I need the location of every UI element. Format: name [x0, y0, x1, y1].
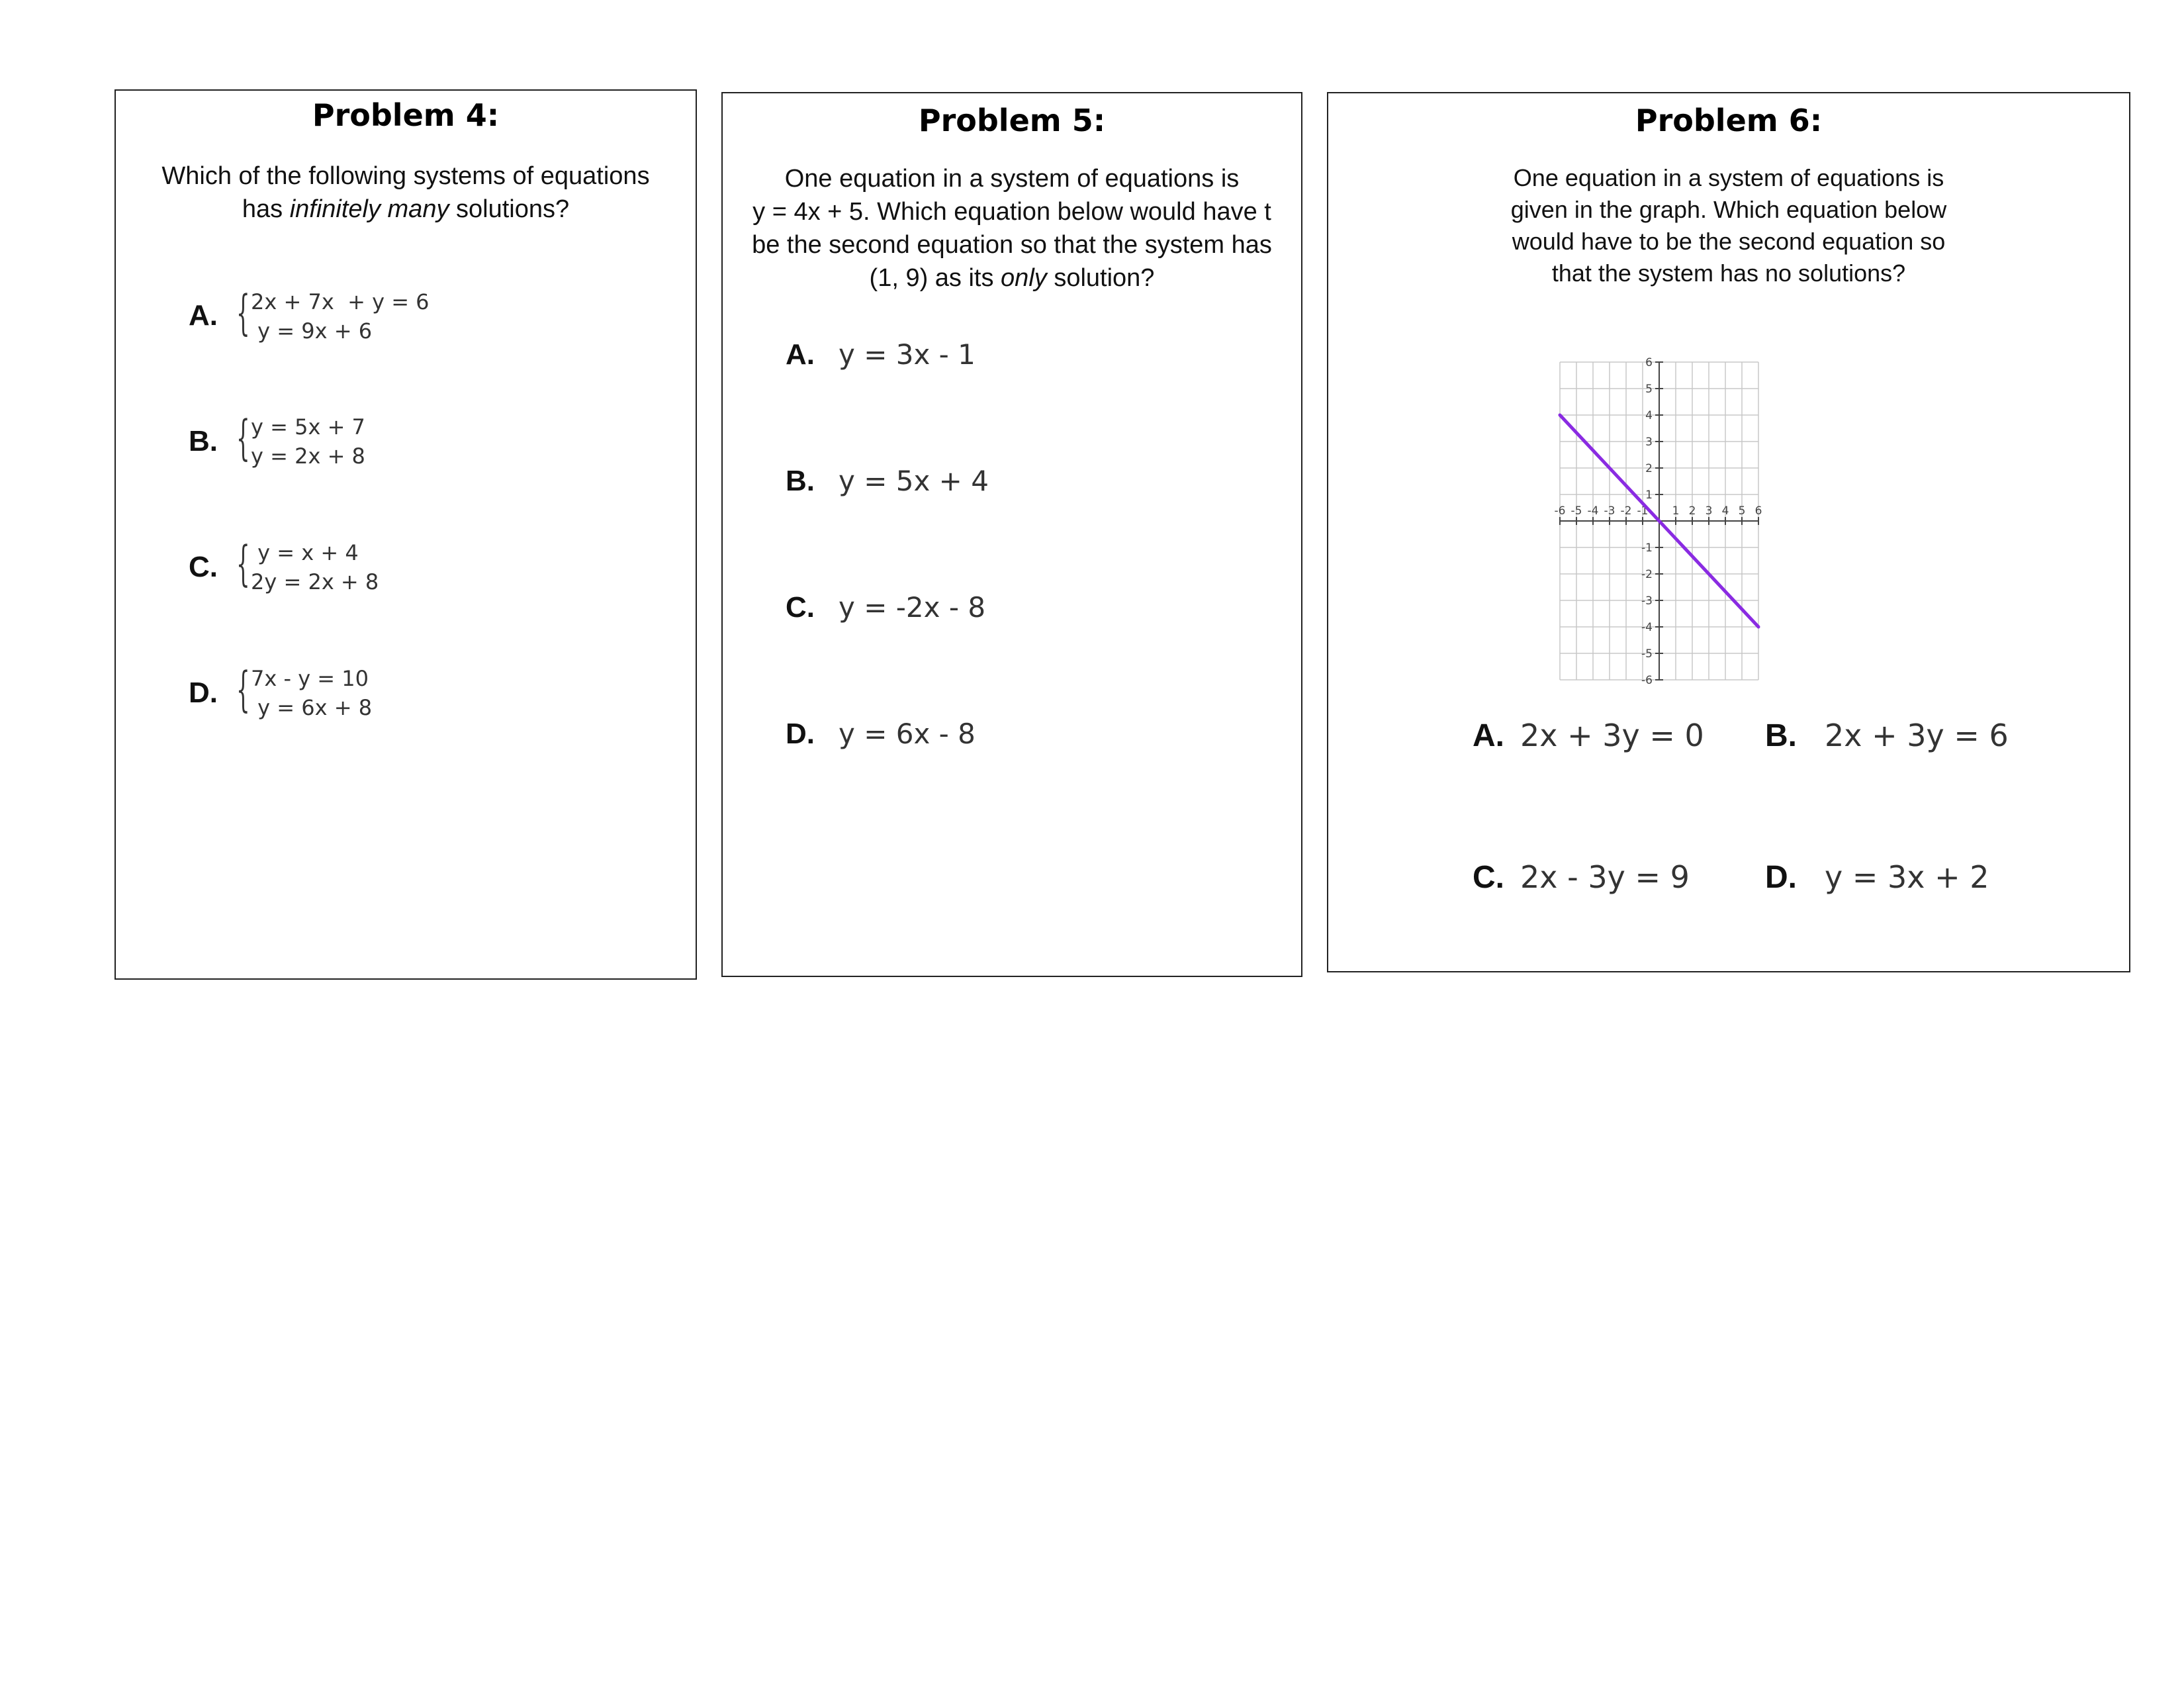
equation: y = 9x + 6	[251, 318, 373, 344]
option-a-letter: A.	[189, 299, 218, 332]
option-c-system	[236, 538, 379, 596]
option-b-equation: y = 5x + 4	[839, 465, 989, 497]
option-d-equation: y = 3x + 2	[1825, 859, 1989, 895]
prompt-text: solutions?	[449, 195, 570, 223]
prompt-line: given in the graph. Which equation below	[1510, 196, 1947, 223]
equation: y = x + 4	[251, 540, 359, 565]
prompt-text: has	[242, 195, 290, 223]
prompt-line: One equation in a system of equations is	[1513, 164, 1944, 191]
problem-4-prompt	[116, 160, 696, 226]
option-a-equation: 2x + 3y = 0	[1520, 718, 1704, 753]
prompt-line: would have to be the second equation so	[1512, 228, 1946, 255]
option-a-system	[236, 287, 430, 346]
equation: 2x + 7x + y = 6	[251, 289, 430, 314]
coordinate-graph	[1553, 349, 1765, 693]
y-tick-label: -2	[1641, 568, 1653, 581]
equation: 7x - y = 10	[251, 666, 369, 691]
x-tick-label: 4	[1721, 504, 1729, 518]
x-tick-label: 6	[1754, 504, 1762, 518]
x-tick-label: 2	[1688, 504, 1696, 518]
prompt-emphasis: only	[1001, 264, 1047, 292]
option-d-system	[236, 661, 373, 722]
prompt-line	[723, 261, 1301, 295]
option-b-letter: B.	[189, 425, 218, 457]
problem-6-title: Problem 6:	[1635, 103, 1823, 138]
x-tick-label: 1	[1672, 504, 1680, 518]
brace-icon: {	[236, 661, 250, 717]
y-tick-label: 3	[1645, 436, 1653, 449]
y-tick-label: -3	[1641, 594, 1653, 608]
prompt-line: Which of the following systems of equations	[161, 162, 650, 190]
prompt-line: One equation in a system of equations is	[784, 165, 1240, 193]
problem-6-card	[1327, 92, 2130, 972]
option-a-equation: y = 3x - 1	[839, 338, 976, 371]
x-tick-label: -3	[1604, 504, 1615, 518]
option-a-letter: A.	[1473, 718, 1504, 753]
prompt-text: solution?	[1046, 264, 1155, 292]
prompt-line: be the second equation so that the system has	[752, 231, 1272, 259]
option-d-letter: D.	[189, 677, 218, 709]
option-b-letter: B.	[786, 465, 815, 497]
problem-4-title: Problem 4:	[312, 97, 500, 133]
x-tick-label: -6	[1554, 504, 1566, 518]
problem-6-prompt	[1328, 162, 2129, 289]
option-d-letter: D.	[1765, 860, 1797, 895]
prompt-line: y = 4x + 5. Which equation below would have t	[752, 198, 1271, 226]
y-tick-label: -6	[1641, 674, 1653, 687]
problem-5-title: Problem 5:	[918, 103, 1106, 138]
x-tick-label: -4	[1587, 504, 1599, 518]
option-c-letter: C.	[189, 551, 218, 583]
brace-icon: {	[236, 285, 250, 340]
equation: y = 5x + 7	[251, 414, 365, 440]
prompt-text: (1, 9) as its	[869, 264, 1001, 292]
y-tick-label: 5	[1645, 383, 1653, 396]
y-tick-label: 2	[1645, 462, 1653, 475]
option-d-equation: y = 6x - 8	[839, 718, 976, 750]
x-tick-label: -1	[1637, 504, 1649, 518]
problem-5-card	[721, 92, 1302, 977]
brace-icon: {	[236, 410, 250, 465]
option-b-system	[236, 412, 365, 471]
prompt-line: that the system has no solutions?	[1551, 259, 1906, 287]
option-d-letter: D.	[786, 718, 815, 750]
problem-5-prompt	[723, 162, 1301, 295]
y-tick-label: 1	[1645, 489, 1653, 502]
brace-icon: {	[236, 536, 250, 591]
y-tick-label: -4	[1641, 621, 1653, 634]
option-c-letter: C.	[1473, 860, 1504, 895]
y-tick-label: 4	[1645, 409, 1653, 422]
prompt-emphasis: infinitely many	[289, 195, 449, 223]
x-tick-label: -2	[1620, 504, 1632, 518]
x-tick-label: 3	[1705, 504, 1713, 518]
y-tick-label: 6	[1645, 356, 1653, 369]
option-c-equation: y = -2x - 8	[839, 591, 986, 624]
equation: 2y = 2x + 8	[251, 569, 379, 594]
equation: y = 2x + 8	[251, 444, 365, 469]
equation: y = 6x + 8	[251, 695, 373, 720]
option-c-letter: C.	[786, 591, 815, 624]
option-a-letter: A.	[786, 338, 815, 371]
y-tick-label: -1	[1641, 541, 1653, 555]
x-tick-label: 5	[1738, 504, 1746, 518]
prompt-line	[116, 193, 696, 226]
y-tick-label: -5	[1641, 647, 1653, 661]
problem-4-card	[114, 89, 697, 980]
option-c-equation: 2x - 3y = 9	[1520, 859, 1690, 895]
option-b-letter: B.	[1765, 718, 1797, 753]
option-b-equation: 2x + 3y = 6	[1825, 718, 2009, 753]
x-tick-label: -5	[1570, 504, 1582, 518]
